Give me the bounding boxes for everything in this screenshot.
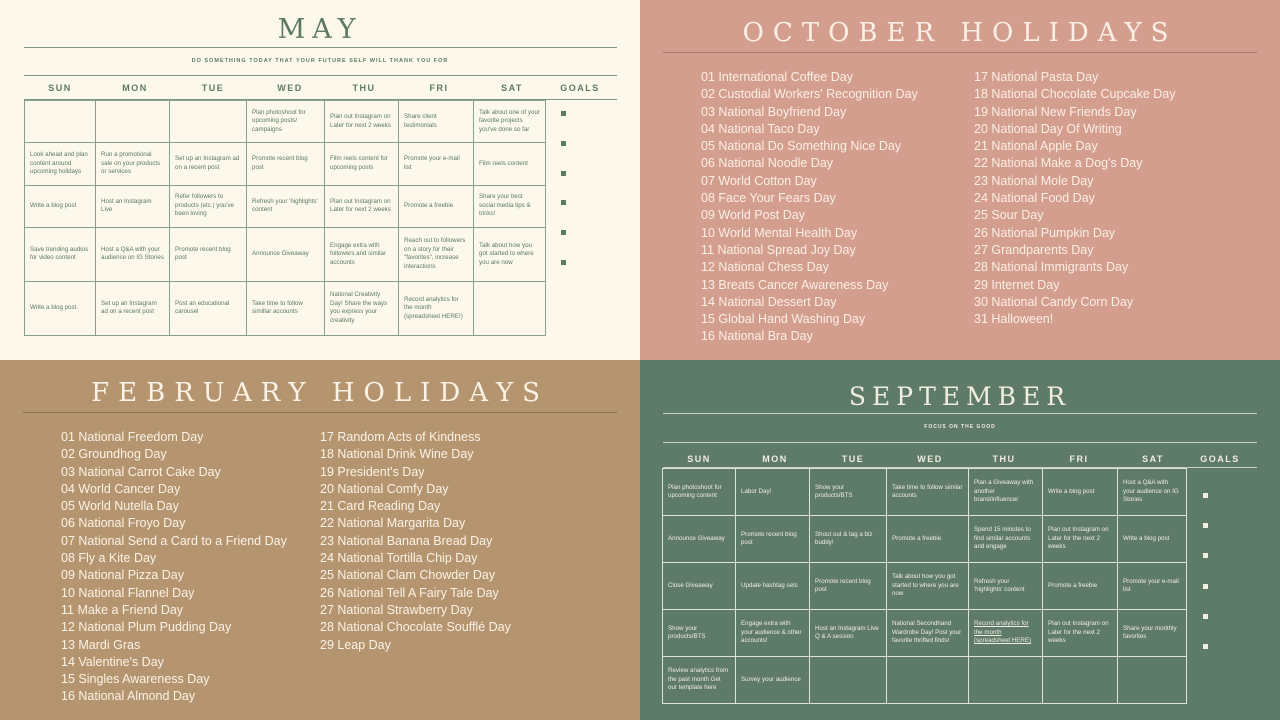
february-title-divider [23, 412, 617, 413]
holiday-item: 29 Leap Day [320, 637, 391, 652]
calendar-day-cell: National Creativity Day! Share the ways you express your creativity [325, 281, 399, 335]
holiday-item: 01 International Coffee Day [701, 70, 853, 84]
holiday-item: 27 Grandparents Day [974, 242, 1094, 257]
calendar-day-cell: Write a blog post [1043, 469, 1118, 516]
october-holidays-list-1 [701, 69, 918, 346]
calendar-day-cell: Promote a freebie [399, 185, 474, 227]
goal-checkbox[interactable] [1203, 493, 1208, 498]
october-holidays-list-2 [974, 69, 1176, 328]
september-title: SEPTEMBER [848, 382, 1072, 411]
holiday-item: 07 National Send a Card to a Friend Day [61, 533, 287, 548]
calendar-day-cell: Promote your e-mail list [1118, 563, 1187, 610]
holiday-item: 12 National Chess Day [701, 260, 829, 275]
calendar-day-cell: Write a blog post. [25, 281, 96, 335]
calendar-day-cell: Host a Q&A with your audience on IG Stories [96, 227, 170, 281]
calendar-day-cell: Plan out Instagram on Later for next 2 weeks [325, 185, 399, 227]
calendar-day-cell: Close Giveaway [663, 563, 736, 610]
calendar-week-row [25, 281, 546, 335]
calendar-day-cell: Plan out Instagram on Later for the next 2 weeks [1043, 610, 1118, 657]
calendar-day-cell: Plan a Giveaway with another brand/influencer [969, 469, 1043, 516]
calendar-day-cell [25, 101, 96, 143]
holiday-item: 09 World Post Day [701, 208, 805, 223]
calendar-day-cell: Talk about how you got started to where you are now [474, 227, 546, 281]
calendar-day-cell: Reach out to followers on a story for their "favorites", increase interactions [399, 227, 474, 281]
holiday-item: 27 National Strawberry Day [320, 602, 473, 617]
holiday-item: 30 National Candy Corn Day [974, 294, 1134, 309]
calendar-day-cell [810, 657, 887, 704]
goal-checkbox[interactable] [1203, 614, 1208, 619]
october-title-divider [663, 52, 1257, 53]
calendar-day-cell: Refresh your 'highlights' content [969, 563, 1043, 610]
goal-checkbox[interactable] [561, 171, 566, 176]
holiday-item: 18 National Drink Wine Day [320, 447, 474, 462]
holiday-item: 23 National Mole Day [974, 173, 1094, 188]
calendar-day-cell [96, 101, 170, 143]
may-title: MAY [277, 14, 363, 45]
holiday-item: 18 National Chocolate Cupcake Day [974, 87, 1176, 102]
calendar-day-cell: Show your products/BTS [663, 610, 736, 657]
calendar-day-cell: Film reels content [474, 143, 546, 185]
calendar-day-cell: Engage extra with your audience & other accounts! [736, 610, 810, 657]
calendar-day-cell [1043, 657, 1118, 704]
calendar-day-cell [1118, 657, 1187, 704]
holiday-item: 22 National Margarita Day [320, 516, 466, 531]
calendar-day-cell: Announce Giveaway [247, 227, 325, 281]
goal-checkbox[interactable] [561, 200, 566, 205]
holiday-item: 05 World Nutella Day [61, 499, 179, 514]
holiday-item: 06 National Noodle Day [701, 156, 834, 171]
calendar-day-cell: Save trending audios for video content [25, 227, 96, 281]
holiday-item: 10 National Flannel Day [61, 585, 195, 600]
weekday-sun: SUN [48, 83, 72, 93]
calendar-day-cell: Promote your e-mail list [399, 143, 474, 185]
weekday-thu: THU [352, 83, 376, 93]
holiday-item: 29 Internet Day [974, 277, 1060, 292]
calendar-day-cell: Film reels content for upcoming posts [325, 143, 399, 185]
holiday-item: 07 World Cotton Day [701, 173, 817, 188]
holiday-item: 02 Groundhog Day [61, 447, 167, 462]
calendar-day-cell: National Secondhand Wardrobe Day! Post your favorite thrifted finds! [887, 610, 969, 657]
holiday-item: 24 National Tortilla Chip Day [320, 551, 478, 566]
holiday-item: 17 Random Acts of Kindness [320, 430, 481, 444]
calendar-day-cell: Plan photoshoot for upcoming posts/ campaigns [247, 101, 325, 143]
holiday-item: 03 National Boyfriend Day [701, 104, 847, 119]
goal-checkbox[interactable] [1203, 644, 1208, 649]
holiday-item: 19 National New Friends Day [974, 104, 1137, 119]
holiday-item: 23 National Banana Bread Day [320, 533, 493, 548]
february-holidays-list-1 [61, 429, 287, 706]
holiday-item: 15 Global Hand Washing Day [701, 312, 866, 327]
calendar-week-row [663, 469, 1187, 516]
holiday-item: 01 National Freedom Day [61, 430, 204, 444]
holiday-item: 16 National Almond Day [61, 689, 196, 704]
holiday-item: 11 National Spread Joy Day [701, 242, 856, 257]
calendar-day-cell [170, 101, 247, 143]
calendar-day-cell: Labor Day! [736, 469, 810, 516]
holiday-item: 19 President's Day [320, 464, 425, 479]
calendar-day-cell: Promote recent blog post [736, 516, 810, 563]
goal-checkbox[interactable] [561, 141, 566, 146]
may-calendar-grid [24, 100, 546, 336]
may-title-divider [24, 47, 617, 48]
calendar-day-cell: Host a Q&A with your audience on IG Stories [1118, 469, 1187, 516]
calendar-day-cell: Talk about how you got started to where you are now [887, 563, 969, 610]
holiday-item: 21 Card Reading Day [320, 499, 441, 514]
holiday-item: 21 National Apple Day [974, 139, 1098, 154]
calendar-day-cell: Write a blog post [25, 185, 96, 227]
holiday-item: 22 National Make a Dog's Day [974, 156, 1143, 171]
calendar-week-row [663, 610, 1187, 657]
may-weekday-header [0, 83, 640, 95]
calendar-day-cell: Promote recent blog post [247, 143, 325, 185]
calendar-week-row [25, 185, 546, 227]
holiday-item: 10 World Mental Health Day [701, 225, 858, 240]
holiday-item: 28 National Chocolate Soufflé Day [320, 620, 511, 635]
holiday-item: 13 Breats Cancer Awareness Day [701, 277, 889, 292]
calendar-day-cell: Record analytics for the month (spreadsheet HERE) [969, 610, 1043, 657]
calendar-day-cell: Share your monthly favorites [1118, 610, 1187, 657]
weekday-fri: FRI [1069, 454, 1089, 464]
calendar-day-cell: Survey your audience [736, 657, 810, 704]
calendar-day-cell: Set up an Instagram ad on a recent post [96, 281, 170, 335]
calendar-day-cell: Announce Giveaway [663, 516, 736, 563]
february-holidays-panel [0, 360, 640, 720]
calendar-day-cell: Promote a freebie [887, 516, 969, 563]
weekday-tue: TUE [201, 83, 225, 93]
calendar-day-cell: Shout out & tag a biz buddy! [810, 516, 887, 563]
goal-checkbox[interactable] [561, 111, 566, 116]
calendar-day-cell: Record analytics for the month (spreadsheet HERE!) [399, 281, 474, 335]
calendar-day-cell: Engage extra with followers and similar accounts [325, 227, 399, 281]
holiday-item: 08 Fly a Kite Day [61, 551, 157, 566]
september-calendar-grid [662, 468, 1187, 704]
calendar-day-cell: Refresh your 'highlights' content [247, 185, 325, 227]
goal-checkbox[interactable] [1203, 584, 1208, 589]
goal-checkbox[interactable] [561, 260, 566, 265]
holiday-item: 20 National Comfy Day [320, 481, 449, 496]
weekday-wed: WED [277, 83, 303, 93]
holiday-item: 11 Make a Friend Day [61, 602, 184, 617]
calendar-day-cell: Review analytics from the past month Get our template here [663, 657, 736, 704]
holiday-item: 06 National Froyo Day [61, 516, 186, 531]
calendar-day-cell: Share your best social media tips & tricks! [474, 185, 546, 227]
holiday-item: 31 Halloween! [974, 312, 1054, 327]
holiday-item: 13 Mardi Gras [61, 637, 141, 652]
calendar-week-row [663, 657, 1187, 704]
calendar-day-cell: Host an Instagram Live Q & A session [810, 610, 887, 657]
holiday-item: 09 National Pizza Day [61, 568, 184, 583]
holiday-item: 02 Custodial Workers' Recognition Day [701, 87, 918, 102]
goal-checkbox[interactable] [1203, 553, 1208, 558]
february-title: FEBRUARY HOLIDAYS [91, 378, 549, 408]
weekday-thu: THU [992, 454, 1016, 464]
holiday-item: 08 Face Your Fears Day [701, 191, 836, 206]
calendar-day-cell: Promote recent blog post [810, 563, 887, 610]
holiday-item: 15 Singles Awareness Day [61, 672, 210, 687]
weekday-mon: MON [122, 83, 148, 93]
calendar-day-cell: Look ahead and plan content around upcoming holidays [25, 143, 96, 185]
february-holidays-list-2 [320, 429, 511, 654]
calendar-week-row [25, 227, 546, 281]
holiday-item: 12 National Plum Pudding Day [61, 620, 232, 635]
goals-label: GOALS [560, 83, 600, 93]
calendar-day-cell: Update hashtag sets [736, 563, 810, 610]
weekday-wed: WED [917, 454, 943, 464]
holiday-item: 04 World Cancer Day [61, 481, 181, 496]
calendar-day-cell: Run a promotional sale on your products or services [96, 143, 170, 185]
calendar-week-row [25, 143, 546, 185]
may-header-rule-top [24, 75, 617, 76]
october-holidays-panel [640, 0, 1280, 360]
holiday-item: 14 National Dessert Day [701, 294, 837, 309]
calendar-day-cell [969, 657, 1043, 704]
may-subtitle: DO SOMETHING TODAY THAT YOUR FUTURE SELF WILL THANK YOU FOR [191, 58, 449, 64]
holiday-item: 17 National Pasta Day [974, 70, 1099, 84]
calendar-day-cell: Write a blog post [1118, 516, 1187, 563]
calendar-day-cell: Take time to follow similar accounts [887, 469, 969, 516]
calendar-day-cell: Spend 15 minutes to find similar accounts and engage [969, 516, 1043, 563]
holiday-item: 16 National Bra Day [701, 329, 813, 344]
calendar-week-row [25, 101, 546, 143]
holiday-item: 26 National Pumpkin Day [974, 225, 1116, 240]
weekday-sat: SAT [501, 83, 523, 93]
holiday-item: 24 National Food Day [974, 191, 1095, 206]
calendar-day-cell: Take time to follow simillar accounts [247, 281, 325, 335]
calendar-day-cell: Set up an Instagram ad on a recent post [170, 143, 247, 185]
calendar-day-cell: Plan out Instagram on Later for the next 2 weeks [1043, 516, 1118, 563]
goal-checkbox[interactable] [561, 230, 566, 235]
holiday-item: 25 National Clam Chowder Day [320, 568, 496, 583]
september-weekday-header [640, 454, 1280, 466]
holiday-item: 25 Sour Day [974, 208, 1044, 223]
calendar-day-cell [887, 657, 969, 704]
weekday-sun: SUN [687, 454, 711, 464]
weekday-fri: FRI [429, 83, 449, 93]
holiday-item: 04 National Taco Day [701, 121, 820, 136]
goals-label: GOALS [1200, 454, 1240, 464]
calendar-day-cell: Plan photoshoot for upcoming content [663, 469, 736, 516]
holiday-item: 05 National Do Something Nice Day [701, 139, 902, 154]
calendar-week-row [663, 516, 1187, 563]
holiday-item: 28 National Immigrants Day [974, 260, 1129, 275]
calendar-day-cell: Promote a freebie [1043, 563, 1118, 610]
weekday-mon: MON [762, 454, 788, 464]
calendar-week-row [663, 563, 1187, 610]
calendar-day-cell: Promote recent blog post [170, 227, 247, 281]
september-title-divider [663, 413, 1257, 414]
september-subtitle: FOCUS ON THE GOOD [924, 424, 996, 430]
may-calendar-panel [0, 0, 640, 360]
calendar-day-cell [474, 281, 546, 335]
calendar-day-cell: Share client testimonials [399, 101, 474, 143]
holiday-item: 26 National Tell A Fairy Tale Day [320, 585, 499, 600]
calendar-day-cell: Show your products/BTS [810, 469, 887, 516]
september-header-rule-top [663, 442, 1257, 443]
calendar-day-cell: Refer followers to products (etc.) you've been loving [170, 185, 247, 227]
september-calendar-panel [640, 360, 1280, 720]
calendar-day-cell: Host an Instagram Live [96, 185, 170, 227]
holiday-item: 03 National Carrot Cake Day [61, 464, 221, 479]
goal-checkbox[interactable] [1203, 523, 1208, 528]
calendar-day-cell: Post an educational carousel [170, 281, 247, 335]
calendar-day-cell: Plan out Instagram on Later for next 2 weeks [325, 101, 399, 143]
calendar-day-cell: Talk about one of your favorite projects you've done so far [474, 101, 546, 143]
october-title: OCTOBER HOLIDAYS [742, 18, 1178, 48]
holiday-item: 20 National Day Of Writing [974, 121, 1122, 136]
holiday-item: 14 Valentine's Day [61, 654, 164, 669]
weekday-sat: SAT [1142, 454, 1164, 464]
weekday-tue: TUE [841, 454, 865, 464]
